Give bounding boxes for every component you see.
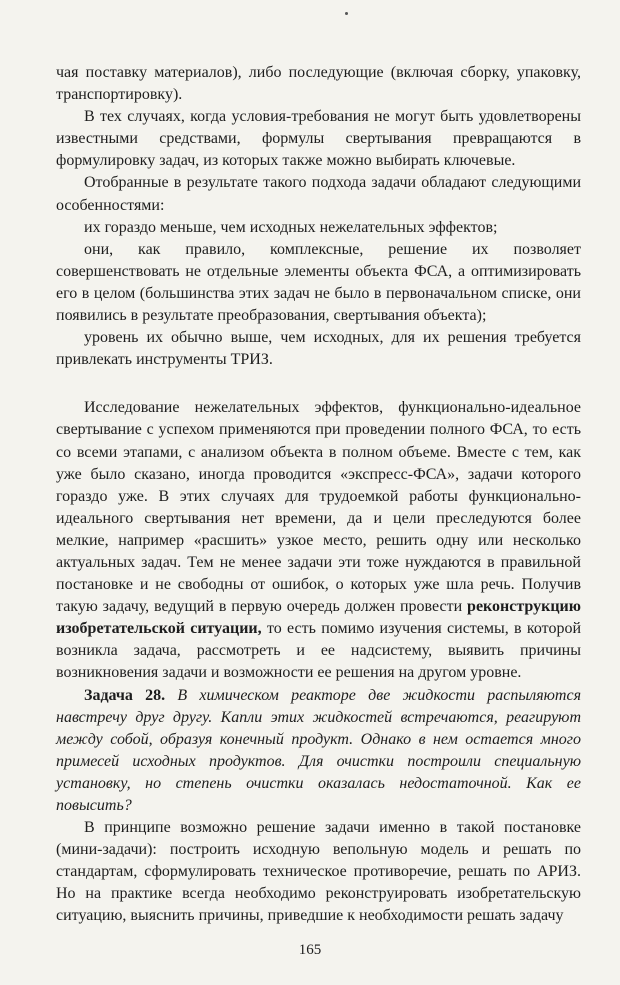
paragraph-solution: В принципе возможно решение задачи именно в такой постановке (мини-задачи): построить исходную вепольную модель и решать по стандартам, сформулировать техническое противоречие, решать по АРИЗ. Но на практике всегда необходимо реконструировать изобретательскую ситуацию, выяснить причины, приведшие к необходимости решать задачу	[56, 819, 581, 925]
research-text-end: то есть помимо изучения системы, в которой возникла задача, рассмотреть и ее надсистему, выявить причины возникновения задачи и возможности ее решения на другом уровне.	[56, 620, 581, 682]
list-item: они, как правило, комплексные, решение их позволяет совершенствовать не отдельные элементы объекта ФСА, а оптимизировать его в целом (большинства этих задач не было в первоначальном списке, они появились в результате преобразования, свертывания объекта);	[56, 240, 581, 325]
task-text: В химическом реакторе две жидкости распыляются навстречу друг другу. Капли этих жидкостей встречаются, реагируют между собой, образуя конечный продукт. Однако в нем остается много примесей исходных продуктов. Для очистки построили специальную установку, но степень очистки оказалась недостаточной. Как ее повысить?	[56, 686, 582, 814]
features-list	[56, 217, 581, 372]
research-bold-term: реконструкцию изобретательской ситуации,	[56, 598, 581, 638]
paragraph-features-intro: Отобранные в результате такого подхода задачи обладают следующими особенностями:	[56, 174, 581, 214]
text-column	[56, 62, 581, 928]
paragraph-research	[56, 397, 581, 684]
paragraph-continuation: чая поставку материалов), либо последующие (включая сборку, упаковку, транспортировку).	[56, 64, 581, 104]
page-number: 165	[298, 942, 322, 958]
list-item: уровень их обычно выше, чем исходных, для их решения требуется привлекать инструменты ТРИЗ.	[56, 329, 581, 369]
list-item: их гораздо меньше, чем исходных нежелательных эффектов;	[84, 218, 498, 236]
section-gap	[56, 371, 581, 397]
task-28	[56, 685, 581, 818]
task-title: Задача 28.	[84, 686, 166, 704]
research-text: Исследование нежелательных эффектов, функционально-идеальное свертывание с успехом применяются при проведении полного ФСА, то есть со всеми этапами, с анализом объекта в полном объеме. Вместе с тем, как уже было сказано, иногда проводится «экспресс-ФСА», задачи которого гораздо уже. В этих случаях для трудоемкой работы функционально-идеального свертывания нет времени, да и цели преследуются более мелкие, например «расшить» узкое место, решить одну или несколько актуальных задач. Тем не менее задачи эти тоже нуждаются в правильной постановке и не свободны от ошибок, о которых уже шла речь. Получив такую задачу, ведущий в первую очередь должен провести	[56, 399, 581, 616]
paragraph-conditions: В тех случаях, когда условия-требования не могут быть удовлетворены известными средствами, формулы свертывания превращаются в формулировку задач, из которых также можно выбирать ключевые.	[56, 108, 581, 170]
paper-speck	[345, 12, 348, 15]
